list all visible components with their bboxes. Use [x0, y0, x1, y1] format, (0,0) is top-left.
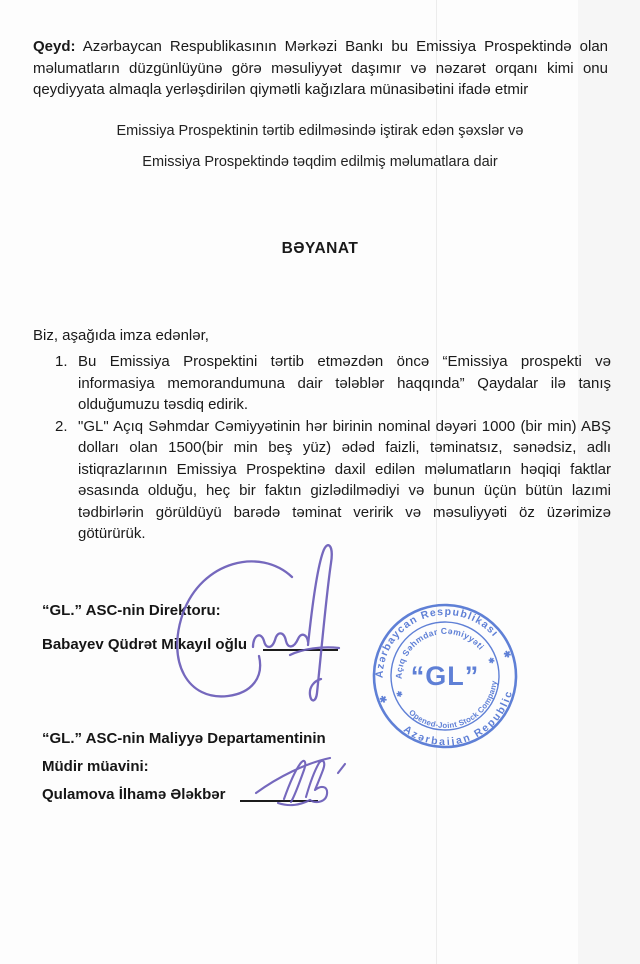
- intro-line: Biz, aşağıda imza edənlər,: [33, 327, 209, 344]
- stamp-inner-bottom-text: Opened-Joint Stock Company: [407, 680, 499, 731]
- note-paragraph: [33, 36, 608, 101]
- stamp-star-icon: ✱: [378, 693, 389, 706]
- stamp-center-monogram: “GL”: [410, 661, 480, 691]
- director-title: “GL.” ASC-nin Direktoru:: [42, 602, 221, 619]
- stamp-star-icon: ✱: [394, 688, 404, 700]
- document-heading: BƏYANAT: [281, 240, 359, 257]
- finance-name: Qulamova İlhamə Ələkbər: [42, 786, 226, 803]
- numbered-list: [55, 351, 611, 545]
- subtitle-line-1: Emissiya Prospektinin tərtib edilməsində iştirak edən şəxslər və: [116, 123, 524, 139]
- director-signature-ink: [140, 535, 360, 730]
- note-text: Azərbaycan Respublikasının Mərkəzi Bankı bu Emissiya Prospektində olan məlumatların düzgünlüyünə görə məsuliyyət daşımır və nəzarət orqanı kimi onu qeydiyyata almaqla yerləşdirilən qiymətli kağızlara münasibətini ifadə etmir: [33, 38, 608, 98]
- stamp-star-icon: ✱: [502, 648, 513, 661]
- list-item: [55, 351, 611, 416]
- list-item-text: Bu Emissiya Prospektini tərtib etməzdən öncə “Emissiya prospekti və informasiya memorandumuna dair tələblər haqqında” Qaydalar ilə tanış olduğumuzu təsdiq edirik.: [78, 353, 611, 413]
- list-item-number: 1.: [55, 353, 68, 370]
- finance-title: “GL.” ASC-nin Maliyyə Departamentinin: [42, 730, 326, 747]
- finance-signature-line: [240, 800, 318, 802]
- stamp-outer-bottom-text: Azərbaijan Republic: [401, 688, 516, 749]
- list-item-text: "GL" Açıq Səhmdar Cəmiyyətinin hər birinin nominal dəyəri 1000 (bir min) ABŞ dolları olan 1500(bir min beş yüz) ədəd faizli, təminatsız, sənədsiz, adlı istiqrazlarının Emissiya Prospektinə daxil edilən məlumatların həqiqi faktlar əsasında olduğu, heç bir faktın gizlədilmədiyi və bunun üçün bütün lazımi tədbirlərin görüldüyü barədə təminat veririk və məsuliyyəti öz üzərimizə götürürük.: [78, 417, 611, 542]
- director-signature-line: [263, 649, 338, 651]
- stamp-outer-top-text: Azərbaycan Respublikası: [373, 605, 501, 679]
- note-label: Qeyd:: [33, 38, 76, 55]
- subtitle-line-2: Emissiya Prospektində təqdim edilmiş məlumatlara dair: [142, 154, 498, 170]
- stamp-star-icon: ✱: [487, 655, 497, 666]
- director-name: Babayev Qüdrət Mikayıl oğlu: [42, 636, 248, 653]
- stamp-inner-top-text: Açıq Səhmdar Cəmiyyəti: [393, 625, 487, 680]
- finance-role: Müdir müavini:: [42, 758, 149, 775]
- finance-signature-ink: [240, 745, 355, 815]
- list-item: [55, 416, 611, 545]
- company-stamp: [365, 596, 525, 756]
- list-item-number: 2.: [55, 417, 68, 435]
